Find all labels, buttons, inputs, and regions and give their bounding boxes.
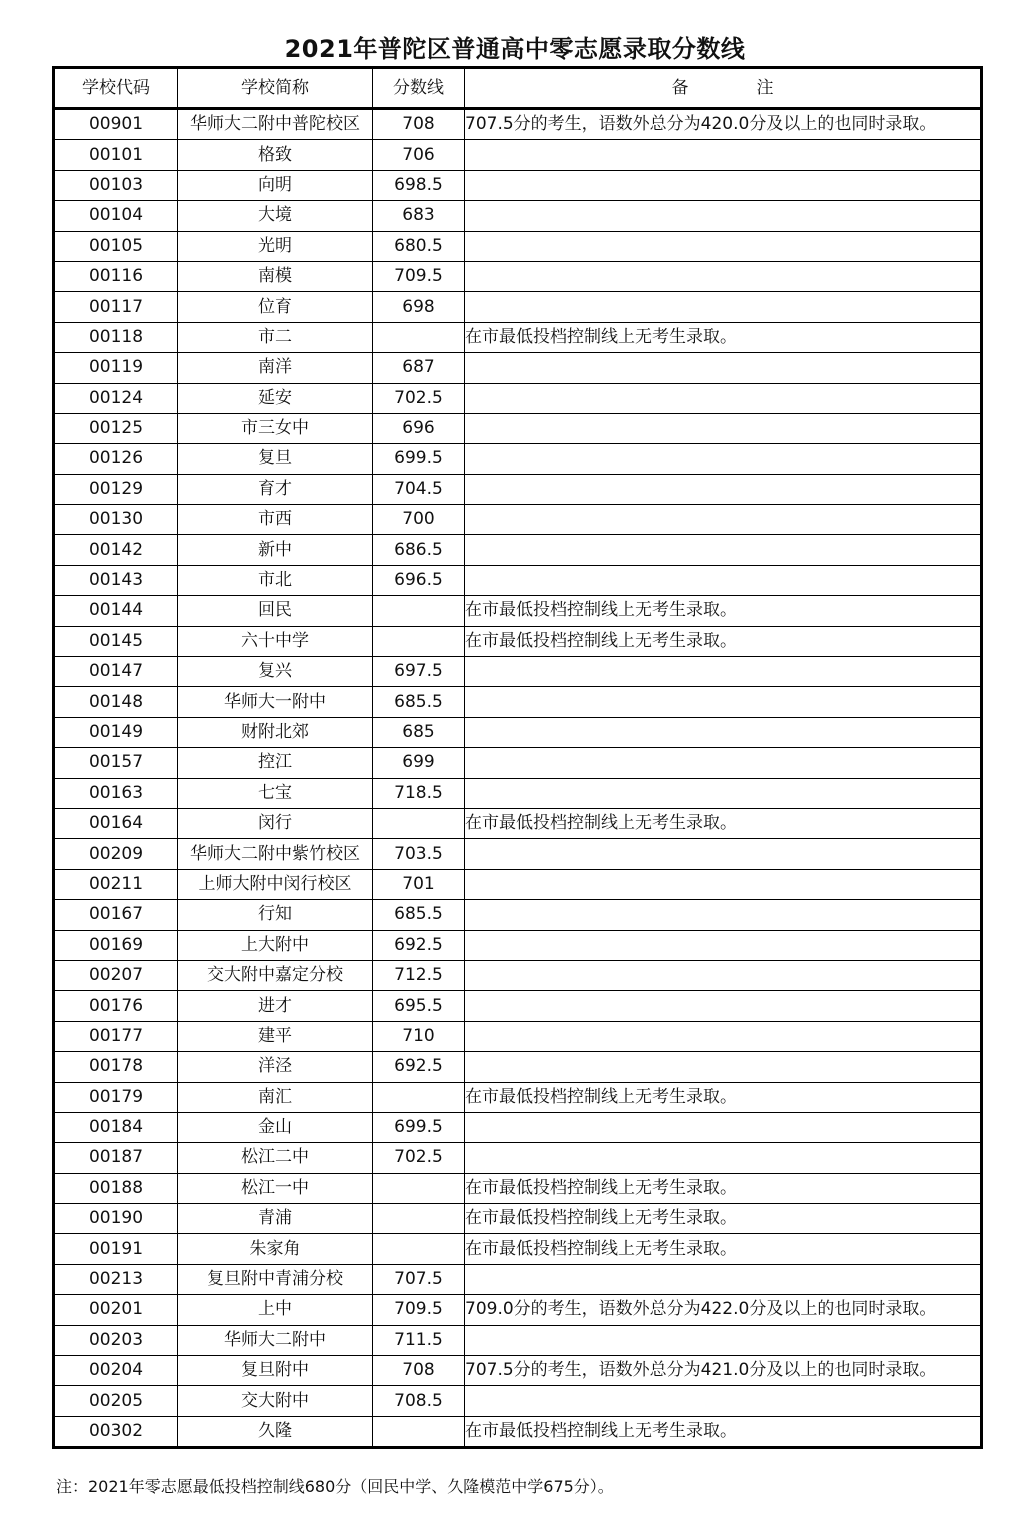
remarks-cell: 707.5分的考生，语数外总分为420.0分及以上的也同时录取。 xyxy=(465,109,982,140)
school-code-cell: 00178 xyxy=(54,1052,178,1082)
table-row xyxy=(54,1416,982,1447)
school-name-cell: 交大附中 xyxy=(178,1386,373,1416)
remarks-cell xyxy=(465,140,982,170)
table-row xyxy=(54,1021,982,1051)
table-row xyxy=(54,383,982,413)
table-body xyxy=(54,109,982,1448)
score-line-cell xyxy=(373,626,465,656)
document-title: 2021年普陀区普通高中零志愿录取分数线 xyxy=(284,35,746,63)
school-code-cell: 00203 xyxy=(54,1325,178,1355)
table-row xyxy=(54,1386,982,1416)
remarks-cell xyxy=(465,444,982,474)
table-row xyxy=(54,1204,982,1234)
school-code-cell: 00204 xyxy=(54,1356,178,1386)
remarks-cell: 707.5分的考生，语数外总分为421.0分及以上的也同时录取。 xyxy=(465,1356,982,1386)
score-line-cell xyxy=(373,808,465,838)
table-row xyxy=(54,778,982,808)
remarks-cell xyxy=(465,687,982,717)
school-code-cell: 00187 xyxy=(54,1143,178,1173)
score-line-cell: 700 xyxy=(373,505,465,535)
remarks-cell: 在市最低投档控制线上无考生录取。 xyxy=(465,1204,982,1234)
school-code-cell: 00103 xyxy=(54,170,178,200)
table-row xyxy=(54,960,982,990)
table-row xyxy=(54,808,982,838)
school-code-cell: 00163 xyxy=(54,778,178,808)
school-name-cell: 交大附中嘉定分校 xyxy=(178,960,373,990)
remarks-cell xyxy=(465,383,982,413)
remarks-cell xyxy=(465,231,982,261)
school-name-cell: 新中 xyxy=(178,535,373,565)
school-code-cell: 00116 xyxy=(54,261,178,291)
header-remarks-char-2: 注 xyxy=(756,77,774,98)
score-line-cell: 698 xyxy=(373,292,465,322)
school-code-cell: 00188 xyxy=(54,1173,178,1203)
remarks-cell xyxy=(465,565,982,595)
score-line-cell: 692.5 xyxy=(373,930,465,960)
school-name-cell: 洋泾 xyxy=(178,1052,373,1082)
remarks-cell xyxy=(465,1112,982,1142)
remarks-cell xyxy=(465,930,982,960)
table-row xyxy=(54,900,982,930)
score-line-cell: 718.5 xyxy=(373,778,465,808)
score-line-cell: 709.5 xyxy=(373,1295,465,1325)
school-name-cell: 南汇 xyxy=(178,1082,373,1112)
school-name-cell: 松江一中 xyxy=(178,1173,373,1203)
remarks-cell xyxy=(465,839,982,869)
school-name-cell: 延安 xyxy=(178,383,373,413)
remarks-cell: 在市最低投档控制线上无考生录取。 xyxy=(465,1082,982,1112)
school-name-cell: 控江 xyxy=(178,748,373,778)
table-row xyxy=(54,991,982,1021)
score-line-cell: 706 xyxy=(373,140,465,170)
school-name-cell: 复兴 xyxy=(178,657,373,687)
school-code-cell: 00169 xyxy=(54,930,178,960)
table-row xyxy=(54,535,982,565)
table-row xyxy=(54,657,982,687)
school-name-cell: 格致 xyxy=(178,140,373,170)
score-line-cell: 708 xyxy=(373,109,465,140)
remarks-cell xyxy=(465,292,982,322)
table-row xyxy=(54,1264,982,1294)
header-school-name: 学校简称 xyxy=(178,68,373,109)
school-name-cell: 久隆 xyxy=(178,1416,373,1447)
score-line-cell xyxy=(373,1416,465,1447)
school-code-cell: 00145 xyxy=(54,626,178,656)
score-line-cell xyxy=(373,1173,465,1203)
table-row xyxy=(54,1325,982,1355)
school-code-cell: 00143 xyxy=(54,565,178,595)
table-row xyxy=(54,505,982,535)
school-name-cell: 回民 xyxy=(178,596,373,626)
school-code-cell: 00125 xyxy=(54,413,178,443)
score-line-cell: 696 xyxy=(373,413,465,443)
table-row xyxy=(54,626,982,656)
school-name-cell: 华师大二附中紫竹校区 xyxy=(178,839,373,869)
remarks-cell xyxy=(465,900,982,930)
score-line-cell xyxy=(373,1204,465,1234)
school-code-cell: 00176 xyxy=(54,991,178,1021)
school-name-cell: 财附北郊 xyxy=(178,717,373,747)
remarks-cell: 在市最低投档控制线上无考生录取。 xyxy=(465,1416,982,1447)
score-line-cell: 704.5 xyxy=(373,474,465,504)
table-row xyxy=(54,1356,982,1386)
header-score-line: 分数线 xyxy=(373,68,465,109)
school-code-cell: 00211 xyxy=(54,869,178,899)
school-code-cell: 00177 xyxy=(54,1021,178,1051)
table-row xyxy=(54,596,982,626)
table-row xyxy=(54,565,982,595)
remarks-cell xyxy=(465,991,982,1021)
remarks-cell: 在市最低投档控制线上无考生录取。 xyxy=(465,808,982,838)
school-code-cell: 00144 xyxy=(54,596,178,626)
score-line-cell: 697.5 xyxy=(373,657,465,687)
table-row xyxy=(54,687,982,717)
school-code-cell: 00164 xyxy=(54,808,178,838)
remarks-cell xyxy=(465,170,982,200)
school-code-cell: 00148 xyxy=(54,687,178,717)
school-code-cell: 00105 xyxy=(54,231,178,261)
score-line-cell: 699.5 xyxy=(373,1112,465,1142)
remarks-cell xyxy=(465,869,982,899)
table-row xyxy=(54,1052,982,1082)
remarks-cell: 在市最低投档控制线上无考生录取。 xyxy=(465,626,982,656)
school-code-cell: 00130 xyxy=(54,505,178,535)
school-code-cell: 00302 xyxy=(54,1416,178,1447)
remarks-cell xyxy=(465,657,982,687)
school-code-cell: 00179 xyxy=(54,1082,178,1112)
school-code-cell: 00149 xyxy=(54,717,178,747)
table-row xyxy=(54,869,982,899)
school-name-cell: 六十中学 xyxy=(178,626,373,656)
school-code-cell: 00147 xyxy=(54,657,178,687)
header-remarks xyxy=(465,68,982,109)
remarks-cell: 在市最低投档控制线上无考生录取。 xyxy=(465,1234,982,1264)
school-name-cell: 市三女中 xyxy=(178,413,373,443)
school-code-cell: 00157 xyxy=(54,748,178,778)
remarks-cell xyxy=(465,717,982,747)
score-line-cell: 708.5 xyxy=(373,1386,465,1416)
school-name-cell: 华师大一附中 xyxy=(178,687,373,717)
score-line-cell: 712.5 xyxy=(373,960,465,990)
score-line-cell: 687 xyxy=(373,353,465,383)
score-line-cell xyxy=(373,1234,465,1264)
school-name-cell: 南洋 xyxy=(178,353,373,383)
table-row xyxy=(54,109,982,140)
school-code-cell: 00104 xyxy=(54,201,178,231)
school-name-cell: 朱家角 xyxy=(178,1234,373,1264)
school-code-cell: 00126 xyxy=(54,444,178,474)
score-line-cell: 680.5 xyxy=(373,231,465,261)
school-name-cell: 复旦附中 xyxy=(178,1356,373,1386)
school-code-cell: 00118 xyxy=(54,322,178,352)
remarks-cell xyxy=(465,960,982,990)
header-remarks-char-1: 备 xyxy=(671,77,689,98)
school-name-cell: 华师大二附中普陀校区 xyxy=(178,109,373,140)
school-code-cell: 00124 xyxy=(54,383,178,413)
school-name-cell: 七宝 xyxy=(178,778,373,808)
school-name-cell: 光明 xyxy=(178,231,373,261)
table-row xyxy=(54,748,982,778)
school-code-cell: 00101 xyxy=(54,140,178,170)
school-code-cell: 00205 xyxy=(54,1386,178,1416)
remarks-cell xyxy=(465,505,982,535)
school-code-cell: 00191 xyxy=(54,1234,178,1264)
header-school-code: 学校代码 xyxy=(54,68,178,109)
table-row xyxy=(54,261,982,291)
remarks-cell xyxy=(465,535,982,565)
table-row xyxy=(54,930,982,960)
score-line-cell: 709.5 xyxy=(373,261,465,291)
school-code-cell: 00207 xyxy=(54,960,178,990)
score-line-cell xyxy=(373,322,465,352)
score-line-cell: 702.5 xyxy=(373,1143,465,1173)
table-row xyxy=(54,292,982,322)
remarks-cell xyxy=(465,1325,982,1355)
footnote: 注：2021年零志愿最低投档控制线680分（回民中学、久隆模范中学675分）。 xyxy=(56,1477,614,1496)
school-name-cell: 南模 xyxy=(178,261,373,291)
admission-score-table xyxy=(52,66,983,1449)
school-code-cell: 00190 xyxy=(54,1204,178,1234)
school-code-cell: 00901 xyxy=(54,109,178,140)
school-name-cell: 大境 xyxy=(178,201,373,231)
school-code-cell: 00117 xyxy=(54,292,178,322)
remarks-cell xyxy=(465,353,982,383)
school-code-cell: 00209 xyxy=(54,839,178,869)
table-header xyxy=(54,68,982,109)
score-line-cell: 703.5 xyxy=(373,839,465,869)
table-row xyxy=(54,1173,982,1203)
school-code-cell: 00119 xyxy=(54,353,178,383)
remarks-cell xyxy=(465,1264,982,1294)
school-code-cell: 00213 xyxy=(54,1264,178,1294)
score-line-cell: 707.5 xyxy=(373,1264,465,1294)
school-name-cell: 行知 xyxy=(178,900,373,930)
table-row xyxy=(54,1143,982,1173)
school-code-cell: 00201 xyxy=(54,1295,178,1325)
score-line-cell: 685 xyxy=(373,717,465,747)
table-row xyxy=(54,170,982,200)
table-row xyxy=(54,413,982,443)
table-row xyxy=(54,1112,982,1142)
school-name-cell: 市北 xyxy=(178,565,373,595)
remarks-cell xyxy=(465,778,982,808)
table-row xyxy=(54,322,982,352)
table-row xyxy=(54,231,982,261)
school-name-cell: 育才 xyxy=(178,474,373,504)
score-line-cell: 698.5 xyxy=(373,170,465,200)
table-row xyxy=(54,717,982,747)
remarks-cell xyxy=(465,413,982,443)
school-code-cell: 00129 xyxy=(54,474,178,504)
school-name-cell: 进才 xyxy=(178,991,373,1021)
score-line-cell: 685.5 xyxy=(373,687,465,717)
score-line-cell xyxy=(373,1082,465,1112)
remarks-cell: 在市最低投档控制线上无考生录取。 xyxy=(465,1173,982,1203)
score-line-cell: 711.5 xyxy=(373,1325,465,1355)
score-line-cell: 701 xyxy=(373,869,465,899)
score-line-cell: 695.5 xyxy=(373,991,465,1021)
school-name-cell: 上师大附中闵行校区 xyxy=(178,869,373,899)
school-name-cell: 青浦 xyxy=(178,1204,373,1234)
score-line-cell xyxy=(373,596,465,626)
score-line-cell: 692.5 xyxy=(373,1052,465,1082)
table-row xyxy=(54,1082,982,1112)
school-name-cell: 建平 xyxy=(178,1021,373,1051)
school-code-cell: 00167 xyxy=(54,900,178,930)
score-line-cell: 683 xyxy=(373,201,465,231)
remarks-cell xyxy=(465,1143,982,1173)
school-name-cell: 复旦附中青浦分校 xyxy=(178,1264,373,1294)
school-name-cell: 上大附中 xyxy=(178,930,373,960)
score-line-cell: 710 xyxy=(373,1021,465,1051)
remarks-cell: 在市最低投档控制线上无考生录取。 xyxy=(465,596,982,626)
remarks-cell xyxy=(465,474,982,504)
table-row xyxy=(54,839,982,869)
table-row xyxy=(54,474,982,504)
school-name-cell: 闵行 xyxy=(178,808,373,838)
school-name-cell: 市西 xyxy=(178,505,373,535)
table-row xyxy=(54,353,982,383)
school-name-cell: 位育 xyxy=(178,292,373,322)
table-row xyxy=(54,201,982,231)
remarks-cell xyxy=(465,1386,982,1416)
school-name-cell: 复旦 xyxy=(178,444,373,474)
score-line-cell: 696.5 xyxy=(373,565,465,595)
table-row xyxy=(54,444,982,474)
score-line-cell: 699 xyxy=(373,748,465,778)
score-line-cell: 699.5 xyxy=(373,444,465,474)
score-line-cell: 686.5 xyxy=(373,535,465,565)
school-name-cell: 市二 xyxy=(178,322,373,352)
score-line-cell: 708 xyxy=(373,1356,465,1386)
remarks-cell xyxy=(465,201,982,231)
table-row xyxy=(54,1234,982,1264)
remarks-cell xyxy=(465,748,982,778)
score-line-cell: 685.5 xyxy=(373,900,465,930)
score-line-cell: 702.5 xyxy=(373,383,465,413)
school-name-cell: 松江二中 xyxy=(178,1143,373,1173)
remarks-cell: 在市最低投档控制线上无考生录取。 xyxy=(465,322,982,352)
table-row xyxy=(54,1295,982,1325)
school-name-cell: 华师大二附中 xyxy=(178,1325,373,1355)
remarks-cell xyxy=(465,261,982,291)
remarks-cell: 709.0分的考生，语数外总分为422.0分及以上的也同时录取。 xyxy=(465,1295,982,1325)
remarks-cell xyxy=(465,1052,982,1082)
school-name-cell: 金山 xyxy=(178,1112,373,1142)
school-code-cell: 00184 xyxy=(54,1112,178,1142)
school-code-cell: 00142 xyxy=(54,535,178,565)
school-name-cell: 上中 xyxy=(178,1295,373,1325)
remarks-cell xyxy=(465,1021,982,1051)
table-row xyxy=(54,140,982,170)
school-name-cell: 向明 xyxy=(178,170,373,200)
